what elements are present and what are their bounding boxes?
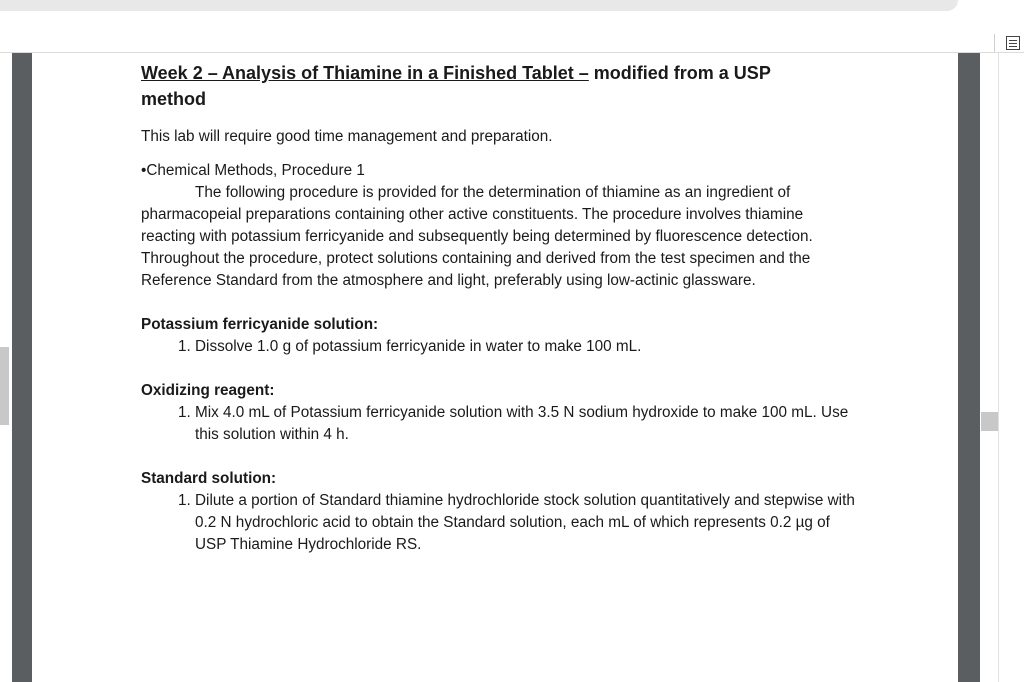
method-paragraph: The following procedure is provided for the determination of thiamine as an ingredient of pharmacopeial preparations containing other active constituents. The procedure involves thiamine reacting with potassium ferricyanide and subsequently being determined by fluorescence detection. Throughout the procedure, protect solutions containing and derived from the test specimen and the Reference Standard from the atmosphere and light, preferably using low-actinic glassware. (141, 184, 813, 289)
right-scrollbar-thumb[interactable] (981, 412, 998, 431)
section-standard-solution (141, 468, 861, 556)
right-panel (980, 53, 1024, 682)
viewer-toolbar (0, 12, 1024, 53)
toolbar-separator (994, 34, 995, 52)
section-heading: Potassium ferricyanide solution: (141, 316, 379, 333)
section-oxidizing-reagent (141, 380, 861, 446)
right-scroll-track (998, 53, 999, 682)
section-list (141, 336, 861, 358)
document-content (141, 60, 861, 556)
section-list (141, 490, 861, 556)
title-rest-part: modified from a USP method (141, 63, 771, 109)
section-heading: Oxidizing reagent: (141, 382, 275, 399)
section-list (141, 402, 861, 446)
address-bar[interactable] (0, 0, 958, 11)
list-item: 1. Dilute a portion of Standard thiamine hydrochloride stock solution quantitatively and stepwise with 0.2 N hydrochloric acid to obtain the Standard solution, each mL of which represents 0.2 µg of USP Thiamine Hydrochloride RS. (195, 490, 861, 556)
page-title (141, 60, 821, 112)
section-potassium-ferricyanide (141, 314, 861, 358)
method-heading: •Chemical Methods, Procedure 1 (141, 162, 365, 179)
outline-icon[interactable] (1006, 36, 1020, 50)
browser-top-bar (0, 0, 1024, 12)
list-item: 1. Mix 4.0 mL of Potassium ferricyanide solution with 3.5 N sodium hydroxide to make 100 mL. Use this solution within 4 h. (195, 402, 861, 446)
list-item: 1. Dissolve 1.0 g of potassium ferricyanide in water to make 100 mL. (195, 336, 861, 358)
section-heading: Standard solution: (141, 470, 277, 487)
left-scrollbar-thumb[interactable] (0, 347, 9, 425)
title-underlined-part: Week 2 – Analysis of Thiamine in a Finished Tablet – (141, 63, 589, 83)
intro-text: This lab will require good time management and preparation. (141, 128, 553, 145)
